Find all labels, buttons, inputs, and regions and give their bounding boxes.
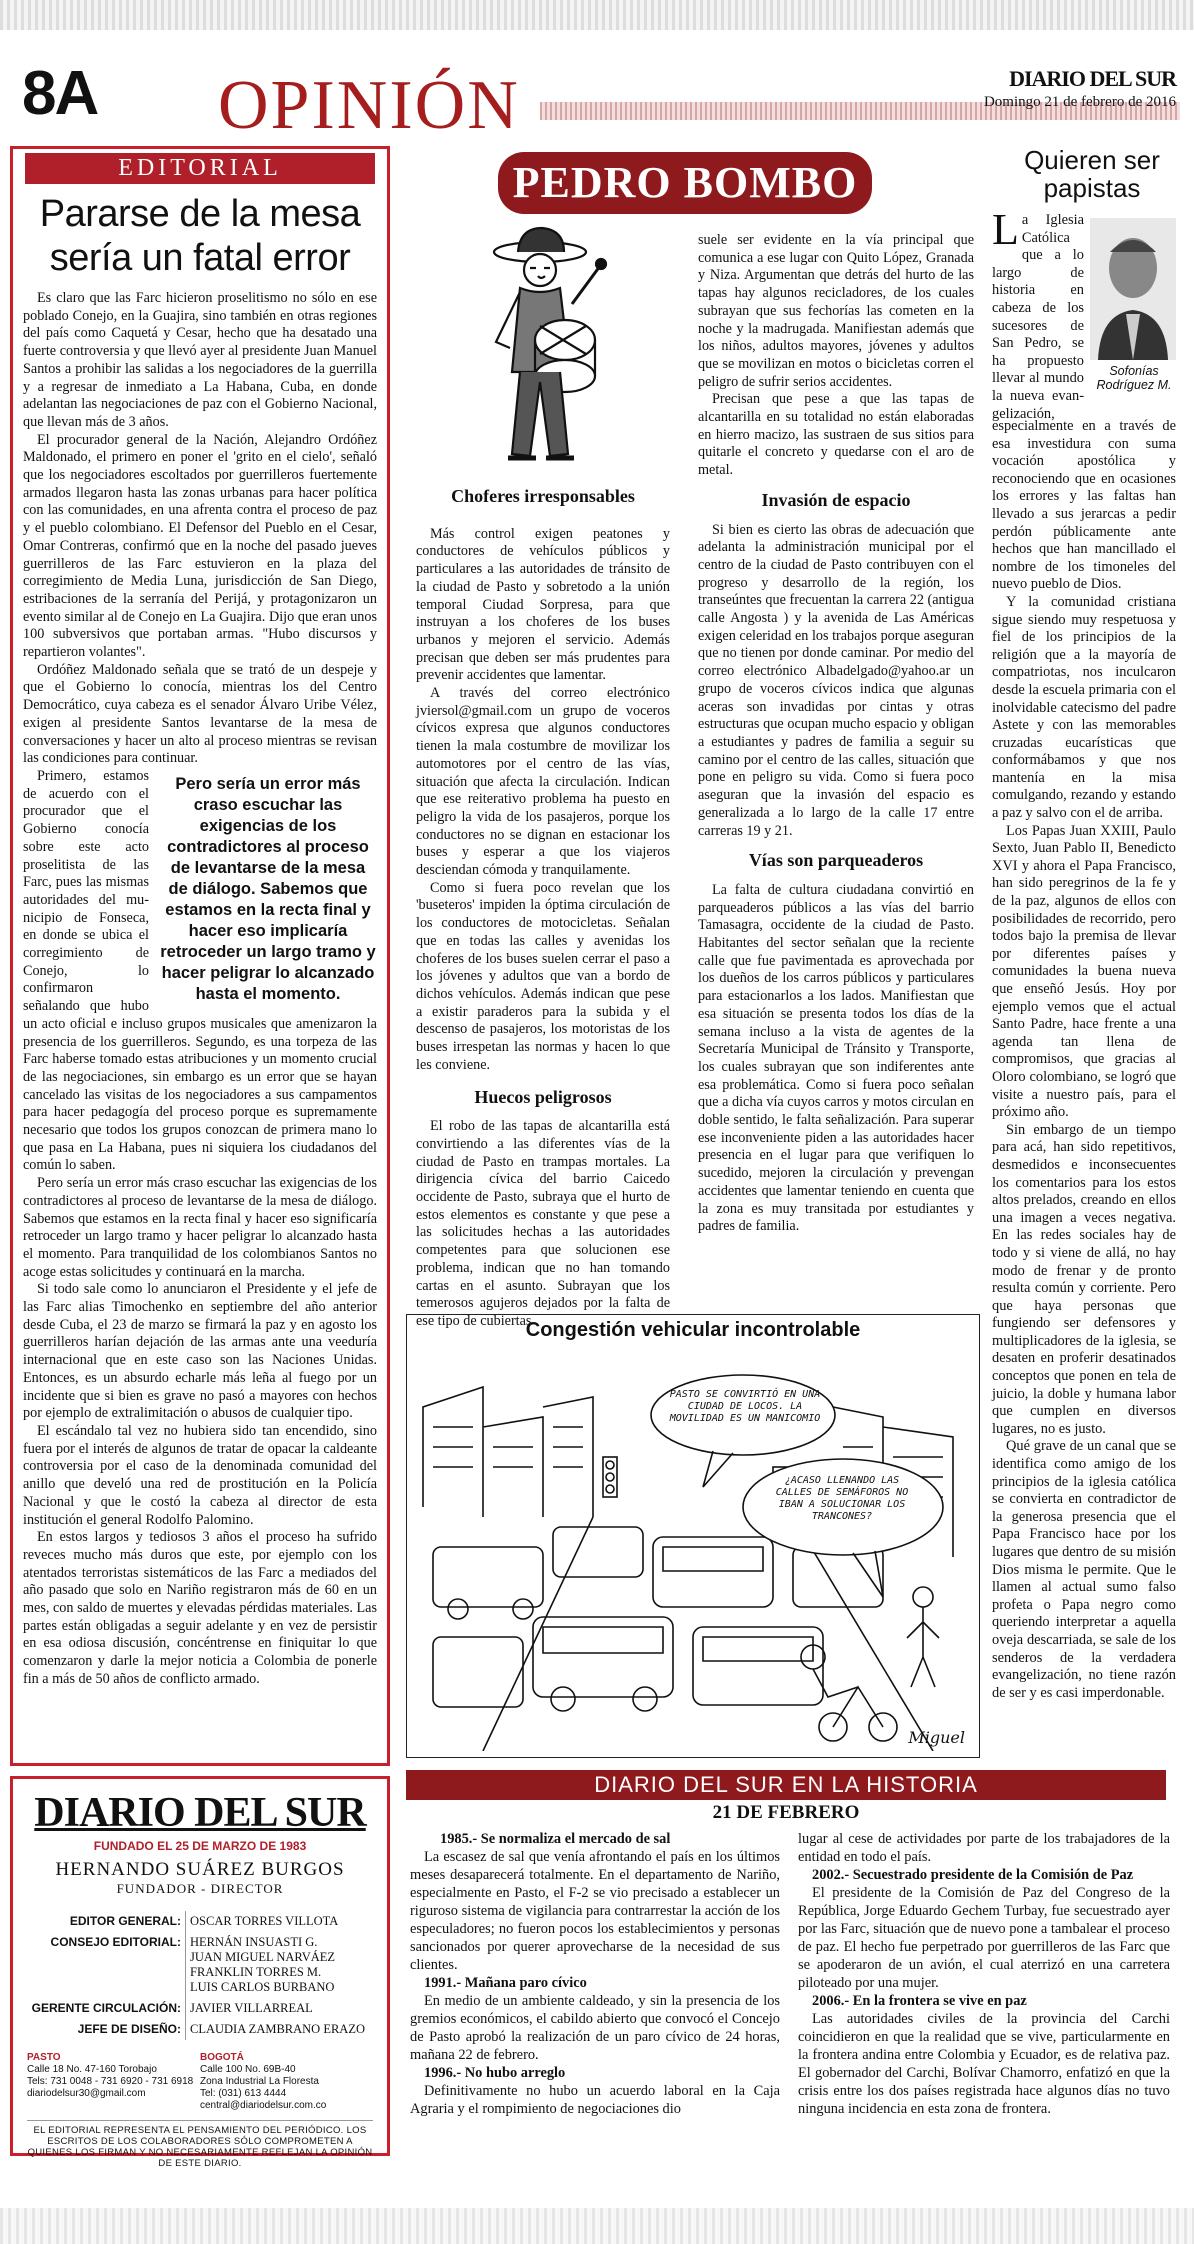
historia-paragraph: El presidente de la Comisión de Paz del Congreso de la República, Jorge Eduardo Gechem Turbay, fue secuestrado ayer por las Farc, situación que de nuevo pone a tambalear el proceso de paz. El hecho fue perpetrado por guerrilleros de las Farc que se apoderaron de un avión, el cual aterrizó en una carretera piloteado por una mujer. xyxy=(798,1885,1170,1991)
pedro-bombo-banner: PEDRO BOMBO xyxy=(498,152,872,214)
pb-heading: Huecos peligrosos xyxy=(474,1086,612,1107)
masthead-founder-role: FUNDADOR - DIRECTOR xyxy=(116,1881,284,1896)
column-text-narrow xyxy=(992,205,1084,423)
pedro-bombo-col2 xyxy=(698,232,974,1236)
pb-heading: Choferes irresponsables xyxy=(451,486,635,506)
staff-row xyxy=(27,1932,373,1998)
historia-col1 xyxy=(410,1830,780,2118)
historia-heading: 2002.- Secuestrado presidente de la Comisión de Paz xyxy=(812,1867,1134,1883)
masthead-box xyxy=(10,1776,390,2169)
pb-paragraph: A través del correo electrónico jviersol@gmail.com un grupo de voceros cívicos expresa que algunos conductores tienen la mala costumbre de movilizar los automotores por el centro de las vías, situación que afecta la circulación. Indican que ese reiterativo problema ha puesto en peligro la vida de los pasajeros, porque los conductores no se dignan en estacionar los buses y esperar a que los viajeros desciendan cómoda y tranquilamente. xyxy=(416,685,670,879)
staff-row xyxy=(27,1998,373,2019)
pedro-bombo-col1 xyxy=(416,488,670,1331)
column-paragraph: especialmente en a través de esa investidura con suma vocación apostólica y reconociendo que en ocasiones los errores y las faltas han llevado a sus jerarcas a pedir perdón públicamente ante hechos que han mancillado el nombre de los timoneles del nuevo pueblo de Dios. xyxy=(992,418,1176,593)
editorial-paragraph: Pero sería un error más craso escuchar las exigencias de los contradictores al proceso de levantarse de la mesa de diálogo. Sabemos que estamos en la recta final y hacer eso significaría retroceder un largo tramo y hacer peligrar lo alcanzado hasta el momento. Para tranquilidad de los colombianos Santos no acoge estas solicitudes y continuará en la marcha. xyxy=(23,1175,377,1280)
address-lines: Calle 18 No. 47-160 Torobajo Tels: 731 0048 - 731 6920 - 731 6918 diariodelsur30@gmail.com xyxy=(27,2064,194,2099)
masthead-name: DIARIO DEL SUR xyxy=(34,1790,366,1836)
pb-paragraph: El robo de las tapas de alcantarilla está convirtiendo a las diferentes vías de la ciudad de Pasto en trampas mortales. La dirigencia cívica del barrio Caicedo occidente de Pasto, subraya que el hurto de estos elementos es constante y que pese a las solicitudes hechas a las autoridades competentes para que solucionen ese problema, indican que no han tomando cartas en el asunto. Subrayan que los temerosos agujeros dejados por la falta de ese tipo de cubiertas xyxy=(416,1118,670,1329)
pb-paragraph: Más control exigen peatones y conductores de vehículos públicos y particulares a las autoridades de tránsito de la ciudad de Pasto y sobretodo a la unión temporal Ciudad Sorpresa, para que instruyan a los choferes de los buses urbanos y mejoren el servicio. Además precisan que deben ser más prudentes para prevenir accidentes que lamentar. xyxy=(416,525,670,684)
masthead-addresses xyxy=(27,2052,373,2112)
cartoon-bubble-2: ¿ACASO LLENANDO LAS CALLES DE SEMÁFOROS NO IBAN A SOLUCIONAR LOS TRANCONES? xyxy=(775,1475,909,1522)
historia-heading: 1996.- No hubo arreglo xyxy=(424,2065,566,2081)
header-masthead xyxy=(984,66,1176,111)
column-paragraph: Qué grave de un canal que se identifica como amigo de los principios de la iglesia católica se convierta en contradictor de la generosa presencia que el Papa Francisco hace por los lugares que dentro de su misión Dios misma le permite. Que le llamen al actual sumo falso profeta o Papa negro como queriendo interpretar a aquella oveja descarriada, se sale de los senderos de la verdadera evangelización, no tiene razón de ser y es casi imperdonable. xyxy=(992,1438,1176,1701)
section-title: OPINIÓN xyxy=(218,67,520,144)
historia-heading: 2006.- En la frontera se vive en paz xyxy=(812,1993,1027,2009)
editorial-pullquote: Pero sería un error más craso escuchar las exigencias de los contradictores al proceso de levantarse de la mesa de diálogo. Sabemos que estamos en la recta final y hacer eso implicaría retroceder un largo tramo y hacer peligrar lo alcanzado hasta el momento. xyxy=(160,774,376,1003)
cartoon-box xyxy=(406,1314,980,1758)
staff-table xyxy=(27,1911,373,2040)
masthead-founded: FUNDADO EL 25 DE MARZO DE 1983 xyxy=(93,1839,307,1853)
staff-name: OSCAR TORRES VILLOTA xyxy=(190,1914,339,1928)
staff-name: HERNÁN INSUASTI G. JUAN MIGUEL NARVÁEZ FRANKLIN TORRES M. LUIS CARLOS BURBANO xyxy=(190,1935,336,1994)
page-number: 8A xyxy=(22,59,98,128)
column-title: Quieren ser papistas xyxy=(1024,145,1160,203)
address-bogota xyxy=(200,2052,373,2112)
historia-paragraph: Definitivamente no hubo un acuerdo laboral en la Caja Agraria y el rompimiento de negociaciones dio xyxy=(410,2083,780,2117)
editorial-paragraph: Es claro que las Farc hicieron proselitismo no sólo en ese poblado Conejo, en la Guajira, sino también en otras regiones del país como Caquetá y Cesar, hecho que ha desatado una fuerte controversia y que llevó ayer al presidente Juan Manuel Santos a prohibir las salidas a los negociadores de la guerrilla y a regresar de inmediato a La Habana, Cuba, en donde adelantan las negociaciones de paz con el Gobierno Nacional, que llevan más de 3 años. xyxy=(23,290,377,430)
staff-row xyxy=(27,2019,373,2040)
address-pasto xyxy=(27,2052,200,2112)
editorial-box xyxy=(10,146,390,1766)
header-date: Domingo 21 de febrero de 2016 xyxy=(983,94,1176,110)
column-author: Sofonías Rodríguez M. xyxy=(1096,364,1172,392)
staff-name: JAVIER VILLARREAL xyxy=(190,2001,313,2015)
staff-role: EDITOR GENERAL: xyxy=(27,1911,186,1932)
address-city: PASTO xyxy=(27,2052,61,2063)
editorial-label: EDITORIAL xyxy=(25,153,375,184)
cartoon-signature: Miguel xyxy=(908,1728,965,1747)
top-scan-band xyxy=(0,0,1194,30)
staff-role: GERENTE CIRCULACIÓN: xyxy=(27,1998,186,2019)
historia-paragraph: Las autoridades civiles de la provincia del Carchi coincidieron en que la realidad que se vive, particularmente en la frontera andina entre Colombia y Ecuador, es de relativa paz. El gobernador del Carchi, Bolívar Chamorro, enfatizó en que la crisis entre los dos países registrada hace algunos días no tuvo ninguna incidencia en esta zona de frontera. xyxy=(798,2011,1170,2117)
staff-row xyxy=(27,1911,373,1932)
historia-heading: 1985.- Se normaliza el mercado de sal xyxy=(440,1831,671,1847)
address-lines: Calle 100 No. 69B-40 Zona Industrial La Floresta Tel: (031) 613 4444 central@diariodelsur.com.co xyxy=(200,2064,327,2111)
editorial-headline: Pararse de la mesa sería un fatal error xyxy=(39,193,361,279)
pb-paragraph: suele ser evidente en la vía principal que comunica a ese lugar con Quito López, Granada y Niza. Argumentan que detrás del hurto de las tapas hay algunos recicladores, de los cuales subrayan que sus fechorías las cometen en la noche y la madrugada. Manifiestan además que los niños, adultos mayores, jóvenes y adultos que se movilizan en motos o bicicletas corren el peligro de sufrir serios accidentes. xyxy=(698,232,974,390)
pb-heading: Invasión de espacio xyxy=(761,489,911,510)
editorial-paragraph: Si todo sale como lo anunciaron el Presidente y el jefe de las Farc alias Timochenko en septiembre del año anterior desde Cuba, el 23 de marzo se firmará la paz y en agosto los guerrilleros harían dejación de las armas ante una veeduría internacional que en este caso son las Naciones Unidas. Entonces, es un absurdo echarle más leña al fuego por un incidente que si bien es grave no pasó a mayores con hechos por ejemplo de extralimitación o abusos de cualquier tipo. xyxy=(23,1281,377,1422)
author-photo xyxy=(1090,218,1176,360)
column-paragraph: Sin embargo de un tiempo para acá, han sido repetitivos, desmedidos e inconsecuentes los comentarios para los estos altos prelados, creando en ellos una imagen a veces negativa. En las redes sociales hay de todo y si viene de allá, no hay modo de frenar y de pronto resulta común y corriente. Pero que haya personas que fungiendo ser defensores y multiplicadores de la iglesia, se desaten en proferir desatinados conceptos que ponen en tela de juicio, la doble y humana labor que cumplen en diversos lugares, no es justo. xyxy=(992,1121,1176,1437)
pb-heading: Vías son parqueaderos xyxy=(748,850,924,871)
historia-banner: DIARIO DEL SUR EN LA HISTORIA xyxy=(406,1770,1166,1800)
historia-paragraph: En medio de un ambiente caldeado, y sin la presencia de los gremios económicos, el cabildo abierto que convocó el Concejo de Pasto aprobó la realización de un paro cívico de 24 horas, mañana 22 de febrero. xyxy=(410,1993,780,2063)
cartoon-bubble-1: PASTO SE CONVIRTIÓ EN UNA CIUDAD DE LOCOS. LA MOVILIDAD ES UN MANICOMIO xyxy=(669,1389,821,1424)
staff-role: CONSEJO EDITORIAL: xyxy=(27,1932,186,1998)
editorial-paragraph: El procurador general de la Nación, Alejandro Ordóñez Maldonado, el primero en poner el 'grito en el cielo', señaló que los negociadores escoltados por guerrilleros fuertemente armados llegaron hasta las zonas urbanas para hacer política con las comunidades, en una afrenta contra el proceso de paz y el pueblo colombiano. El Defensor del Pueblo en el Cesar, Omar Contreras, confirmó que en la noche del pasado jueves guerrilleros de las Farc estuvieron en la plaza del corregimiento de Media Luna, jurisdicción de San Diego, estribaciones de la serranía del Perijá, y protagonizaron un evento similar al de Conejo en La Guajira. Dijo que eran unos 100 subversivos que portaban armas. "Hubo discursos y repartieron volantes". xyxy=(23,431,377,661)
editorial-body xyxy=(23,290,377,1689)
historia-paragraph: La escasez de sal que venía afrontando el país en los últimos meses desaparecerá totalmente. En el departamento de Nariño, especialmente en Pasto, el F-2 se vio precisado a establecer un riguroso sistema de vigilancia para contrarrestar la acción de los especuladores; no fueron pocos los establecimientos y personas sancionados por querer aprovecharse de la necesidad de sus clientes. xyxy=(410,1849,780,1973)
historia-col2 xyxy=(798,1830,1170,2118)
editorial-paragraph: Ordóñez Maldonado señala que se trató de un despeje y que el Gobierno lo conocía, mientras los del Centro Democrático, cuya cabeza es el senador Álvaro Uribe Vélez, exigen al presidente Santos levantarse de la mesa de conversaciones y hacer un alto al proceso mientras se revisan las condiciones para continuar. xyxy=(23,661,377,767)
historia-paragraph: lugar al cese de actividades por parte de los trabajadores de la entidad en todo el país. xyxy=(798,1831,1170,1865)
editorial-paragraph: El escándalo tal vez no hubiera sido tan encendido, sino fuera por el interés de algunos de tratar de opacar la caldeante controversia por el caso de la denominada comunidad del anillo que develó una red de prostitución en la Policía Nacional y que le costó la cabeza al director de esta institución el general Rodolfo Palomino. xyxy=(23,1423,377,1528)
header-paper-name: DIARIO DEL SUR xyxy=(1009,66,1176,91)
cartoon-title: Congestión vehicular incontrolable xyxy=(525,1319,861,1341)
column-paragraph: Y la comunidad cristiana sigue siendo muy respetuosa y fiel de los principios de la religión que a la mayoría de compatriotas, nos inculcaron desde la escuela primaria con el inolvidable catecismo del padre Astete y con las memorables cruzadas eucarísticas que conformábamos y que nos mantenía en la misa comulgando, rezando y estando a paz y salvo con el de arriba. xyxy=(992,593,1176,822)
column-paragraph: Los Papas Juan XXIII, Paulo Sexto, Juan Pablo II, Benedicto XVI y ahora el Papa Francisco, han sido peregrinos de la fe y de la paz, algunos de ellos con posibilidades de recorrido, pero todos bajo la premisa de llevar por diferentes países y comunidades la buena nueva que enseñó Jesús. Hoy por ejemplo vemos que el actual Santo Padre, hace frente a una agenda tan llena de compromisos, que gracias al Oloro colombiano, se logró que visite a nuestro país, para el próximo año. xyxy=(992,822,1176,1121)
staff-name: CLAUDIA ZAMBRANO ERAZO xyxy=(190,2022,365,2036)
editorial-paragraph: Primero, estamos de acuerdo con el procurador que el Gobierno conocía sobre este acto proselitista de las Farc, pues las mismas autoridades del mu-nicipio de Fonseca, en donde se ubica el corregimiento de Conejo, lo confirmaron señalando que hubo un acto oficial e incluso grupos musicales que amenizaron la presencia de los guerrilleros. Segundo, es una torpeza de las Farc haberse tomado estas atribuciones y un momento crucial de las negociaciones, sin embargo es un error que se hayan cancelado las visitas de los negociadores a sus campamentos para hacer pedagogía del proceso porque es supremamente necesario que todos los grupos conozcan de primera mano lo que pasa en La Habana, pues ni siquiera los ciudadanos del común lo saben. xyxy=(23,767,377,1174)
pb-paragraph: Si bien es cierto las obras de adecuación que adelanta la administración municipal por el centro de la ciudad de Pasto contribuyen con el progreso y desarrollo de la región, los transeúntes que frecuentan la carrera 22 (antigua calle Angosta ) y la avenida de Las Américas exigen celeridad en los trabajos porque aseguran que no tienen por donde caminar. Por medio del correo electrónico Albadelgado@yahoo.ar un grupo de voceros cívicos indica que algunas aceras son invadidas por cintas y otras estructuras que ocupan mucho espacio y obligan a estudiantes y padres de familia a seguir su camino por el centro de las calles, situación que pone en peligro su vida. Como si fuera poco aseguran que la invasión del espacio es generalizada a lo largo de la calle 17 entre carreras 19 y 21. xyxy=(698,521,974,839)
editorial-paragraph: En estos largos y tediosos 3 años el proceso ha sufrido reveces mucho más duros que este, por ejemplo con los atentados terroristas sistemáticos de las Farc a mediados del año pasado que solo en Nariño registraron más de 60 en un mes, con saldo de muertes y elevadas pérdidas materiales. Las partes están obligadas a seguir adelante y en vez de persistir en esa odiosa discusión, concéntrense en finiquitar lo que comenzaron y darle la mejor noticia a Colombia de ponerle fin a más de 50 años de conflicto armado. xyxy=(23,1529,377,1687)
column-text xyxy=(992,418,1176,1702)
pb-paragraph: Como si fuera poco revelan que los 'buseteros' impiden la óptima circulación de los conductores de motocicletas. Señalan que en todas las calles y avenidas los choferes de los buses suelen cerrar el paso a los jóvenes y adultos que van a bordo de dichos vehículos. Además indican que pese a existir paraderos para la subida y el descenso de pasajeros, los motoristas de los buses irrespetan las normas y hacen lo que les conviene. xyxy=(416,879,670,1073)
historia-heading: 1991.- Mañana paro cívico xyxy=(424,1975,587,1991)
drummer-illustration xyxy=(460,222,620,484)
masthead-disclaimer: EL EDITORIAL REPRESENTA EL PENSAMIENTO DEL PERIÓDICO. LOS ESCRITOS DE LOS COLABORADORES SÓLO COMPROMETEN A QUIENES LOS FIRMAN Y NO NECESARIAMENTE REFLEJAN LA OPINIÓN DE ESTE DIARIO. xyxy=(27,2120,373,2169)
pb-paragraph: La falta de cultura ciudadana convirtió en parqueaderos públicos a las vías del barrio Tamasagra, occidente de la ciudad de Pasto. Habitantes del sector señalan que la reciente calle que fue pavimentada es aprovechada por los dueños de los carros públicos y particulares para estacionarlos a los lados. Manifiestan que esa situación se presenta todos los días de la semana incluso a la vista de agentes de la Secretaría Municipal de Tránsito y Transporte, los cuales subrayan que son indiferentes ante esa problemática. Como si fuera poco señalan que a dicha vía cuyos carros y motos circulan en doble sentido, le falta señalización. Para superar ese inconveniente piden a las autoridades hacer presencia en el lugar para que verifiquen lo sucedido, mejoren la circulación y prevengan accidentes que lamentar teniendo en cuenta que la zona es muy transitada por estudiantes y padres de familia. xyxy=(698,881,974,1235)
masthead-founder: HERNANDO SUÁREZ BURGOS xyxy=(55,1859,345,1880)
pb-paragraph: Precisan que pese a que las tapas de alcantarilla en su totalidad no están elaboradas en hierro macizo, las sustraen de sus sitios para quitarle el concreto y quedarse con el aro de metal. xyxy=(698,391,974,479)
staff-role: JEFE DE DISEÑO: xyxy=(27,2019,186,2040)
historia-date: 21 DE FEBRERO xyxy=(712,1802,860,1823)
column-paragraph-start: La Iglesia Católica que a lo largo de historia en cabeza de los sucesores de San Pedro, se ha propuesto llevar al mundo la nueva evan-gelización, xyxy=(992,205,1084,422)
bottom-scan-band xyxy=(0,2208,1194,2244)
address-city: BOGOTÁ xyxy=(200,2052,244,2063)
